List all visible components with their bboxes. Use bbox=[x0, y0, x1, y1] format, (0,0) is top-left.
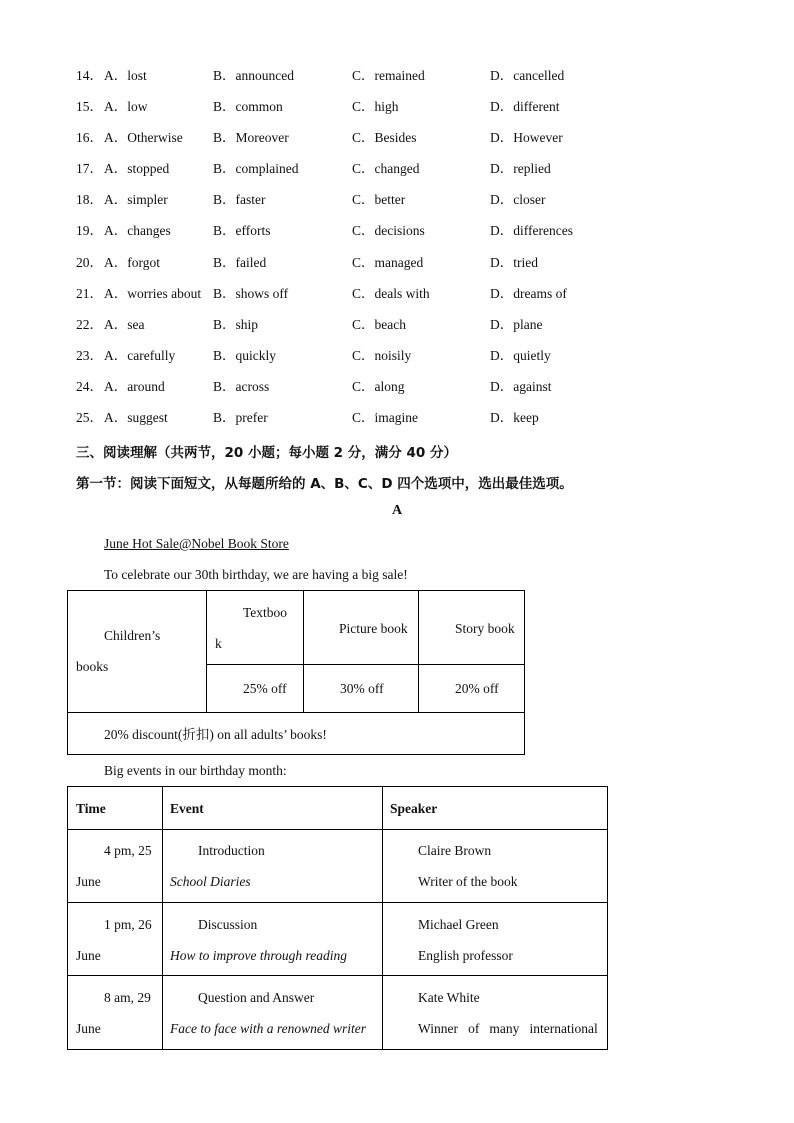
events-table bbox=[67, 786, 608, 1050]
option-a: A．Otherwise bbox=[104, 130, 183, 146]
event-time-line1: 4 pm, 25 bbox=[104, 843, 152, 858]
picture-book-discount: 30% off bbox=[340, 681, 384, 696]
option-c: C．along bbox=[352, 378, 405, 394]
event-time-line1: 1 pm, 26 bbox=[104, 917, 152, 932]
question-row bbox=[76, 312, 716, 343]
option-c: C．managed bbox=[352, 254, 424, 270]
story-book-header: Story book bbox=[455, 621, 515, 636]
option-b: B．common bbox=[213, 99, 283, 115]
option-b: B．failed bbox=[213, 254, 267, 270]
question-row bbox=[76, 187, 716, 218]
textbook-header-line2: k bbox=[215, 636, 222, 651]
event-time-line1: 8 am, 29 bbox=[104, 990, 151, 1005]
option-b: B．faster bbox=[213, 192, 266, 208]
event-title: How to improve through reading bbox=[170, 948, 347, 963]
option-a: A．stopped bbox=[104, 161, 170, 177]
store-title: June Hot Sale@Nobel Book Store bbox=[104, 536, 289, 551]
option-b: B．ship bbox=[213, 316, 259, 332]
question-number: 25． bbox=[76, 410, 103, 426]
option-c: C．imagine bbox=[352, 410, 418, 426]
option-a: A．sea bbox=[104, 316, 145, 332]
question-row bbox=[76, 125, 716, 156]
event-column-header: Event bbox=[170, 801, 204, 816]
adult-books-discount: 20% discount(折扣) on all adults’ books! bbox=[104, 727, 327, 742]
story-book-discount: 20% off bbox=[455, 681, 499, 696]
discount-table bbox=[67, 590, 525, 755]
event-time-line2: June bbox=[76, 874, 101, 889]
option-d: D．different bbox=[490, 99, 560, 115]
option-a: A．low bbox=[104, 99, 148, 115]
speaker-column-header: Speaker bbox=[390, 801, 438, 816]
event-time-line2: June bbox=[76, 1021, 101, 1036]
option-d: D．keep bbox=[490, 410, 539, 426]
speaker-name: Claire Brown bbox=[418, 843, 492, 858]
question-row bbox=[76, 63, 716, 94]
option-c: C．beach bbox=[352, 316, 406, 332]
question-row bbox=[76, 343, 716, 374]
childrens-books-label-line2: books bbox=[76, 659, 109, 674]
question-row bbox=[76, 281, 716, 312]
speaker-title: Writer of the book bbox=[418, 874, 518, 889]
event-title: School Diaries bbox=[170, 874, 251, 889]
textbook-header-line1: Textboo bbox=[243, 605, 288, 620]
time-column-header: Time bbox=[76, 801, 106, 816]
option-d: D．dreams of bbox=[490, 285, 567, 301]
question-row bbox=[76, 405, 716, 436]
option-a: A．suggest bbox=[104, 410, 168, 426]
question-number: 24． bbox=[76, 378, 103, 394]
option-d: D．plane bbox=[490, 316, 543, 332]
option-b: B．announced bbox=[213, 68, 294, 83]
event-type: Discussion bbox=[198, 917, 258, 932]
speaker-name: Kate White bbox=[418, 990, 480, 1005]
speaker-title: Winner of many international bbox=[418, 1021, 598, 1036]
question-number: 21． bbox=[76, 285, 103, 301]
question-row bbox=[76, 156, 716, 187]
question-row bbox=[76, 250, 716, 281]
option-d: D．differences bbox=[490, 223, 573, 239]
section-heading: 三、阅读理解（共两节，20 小题；每小题 2 分，满分 40 分） bbox=[76, 445, 457, 461]
question-number: 18． bbox=[76, 192, 103, 208]
option-d: D．against bbox=[490, 378, 552, 394]
event-type: Question and Answer bbox=[198, 990, 315, 1005]
events-intro: Big events in our birthday month: bbox=[104, 763, 287, 778]
option-c: C．changed bbox=[352, 161, 420, 177]
childrens-books-label-line1: Children’s bbox=[104, 628, 161, 643]
option-d: D．However bbox=[490, 130, 563, 146]
question-number: 16． bbox=[76, 130, 103, 146]
option-a: A．simpler bbox=[104, 192, 168, 208]
question-number: 22． bbox=[76, 316, 103, 332]
multiple-choice-list bbox=[76, 63, 716, 436]
question-number: 19． bbox=[76, 223, 103, 239]
option-a: A．worries about bbox=[104, 285, 202, 301]
option-b: B．quickly bbox=[213, 347, 276, 363]
option-d: D．replied bbox=[490, 161, 551, 177]
intro-sentence: To celebrate our 30th birthday, we are having a big sale! bbox=[104, 567, 408, 582]
option-c: C．noisily bbox=[352, 347, 412, 363]
option-c: C．better bbox=[352, 192, 406, 208]
event-title: Face to face with a renowned writer bbox=[170, 1021, 366, 1036]
option-c: C．remained bbox=[352, 68, 425, 83]
event-type: Introduction bbox=[198, 843, 265, 858]
option-b: B．prefer bbox=[213, 410, 268, 426]
question-number: 20． bbox=[76, 254, 103, 270]
picture-book-header: Picture book bbox=[339, 621, 408, 636]
option-b: B．shows off bbox=[213, 285, 289, 301]
event-time-line2: June bbox=[76, 948, 101, 963]
option-d: D．quietly bbox=[490, 347, 551, 363]
option-c: C．high bbox=[352, 99, 399, 115]
option-a: A．carefully bbox=[104, 347, 176, 363]
question-row bbox=[76, 94, 716, 125]
option-a: A．forgot bbox=[104, 254, 160, 270]
option-a: A．changes bbox=[104, 223, 171, 239]
option-b: B．efforts bbox=[213, 223, 271, 239]
option-d: D．cancelled bbox=[490, 68, 565, 83]
question-number: 14． bbox=[76, 68, 103, 83]
question-number: 15． bbox=[76, 99, 103, 115]
textbook-discount: 25% off bbox=[243, 681, 287, 696]
speaker-name: Michael Green bbox=[418, 917, 499, 932]
option-d: D．tried bbox=[490, 254, 538, 270]
option-b: B．Moreover bbox=[213, 130, 289, 146]
question-row bbox=[76, 218, 716, 249]
option-c: C．Besides bbox=[352, 130, 417, 146]
option-b: B．across bbox=[213, 378, 270, 394]
option-a: A．lost bbox=[104, 68, 147, 83]
question-row bbox=[76, 374, 716, 405]
section-part-instructions: 第一节：阅读下面短文，从每题所给的 A、B、C、D 四个选项中，选出最佳选项。 bbox=[76, 476, 573, 492]
question-number: 23． bbox=[76, 347, 103, 363]
question-number: 17． bbox=[76, 161, 103, 177]
passage-letter: A bbox=[391, 503, 403, 518]
option-c: C．decisions bbox=[352, 223, 425, 239]
option-d: D．closer bbox=[490, 192, 546, 208]
speaker-title: English professor bbox=[418, 948, 513, 963]
option-c: C．deals with bbox=[352, 285, 430, 301]
option-a: A．around bbox=[104, 378, 165, 394]
option-b: B．complained bbox=[213, 161, 299, 177]
